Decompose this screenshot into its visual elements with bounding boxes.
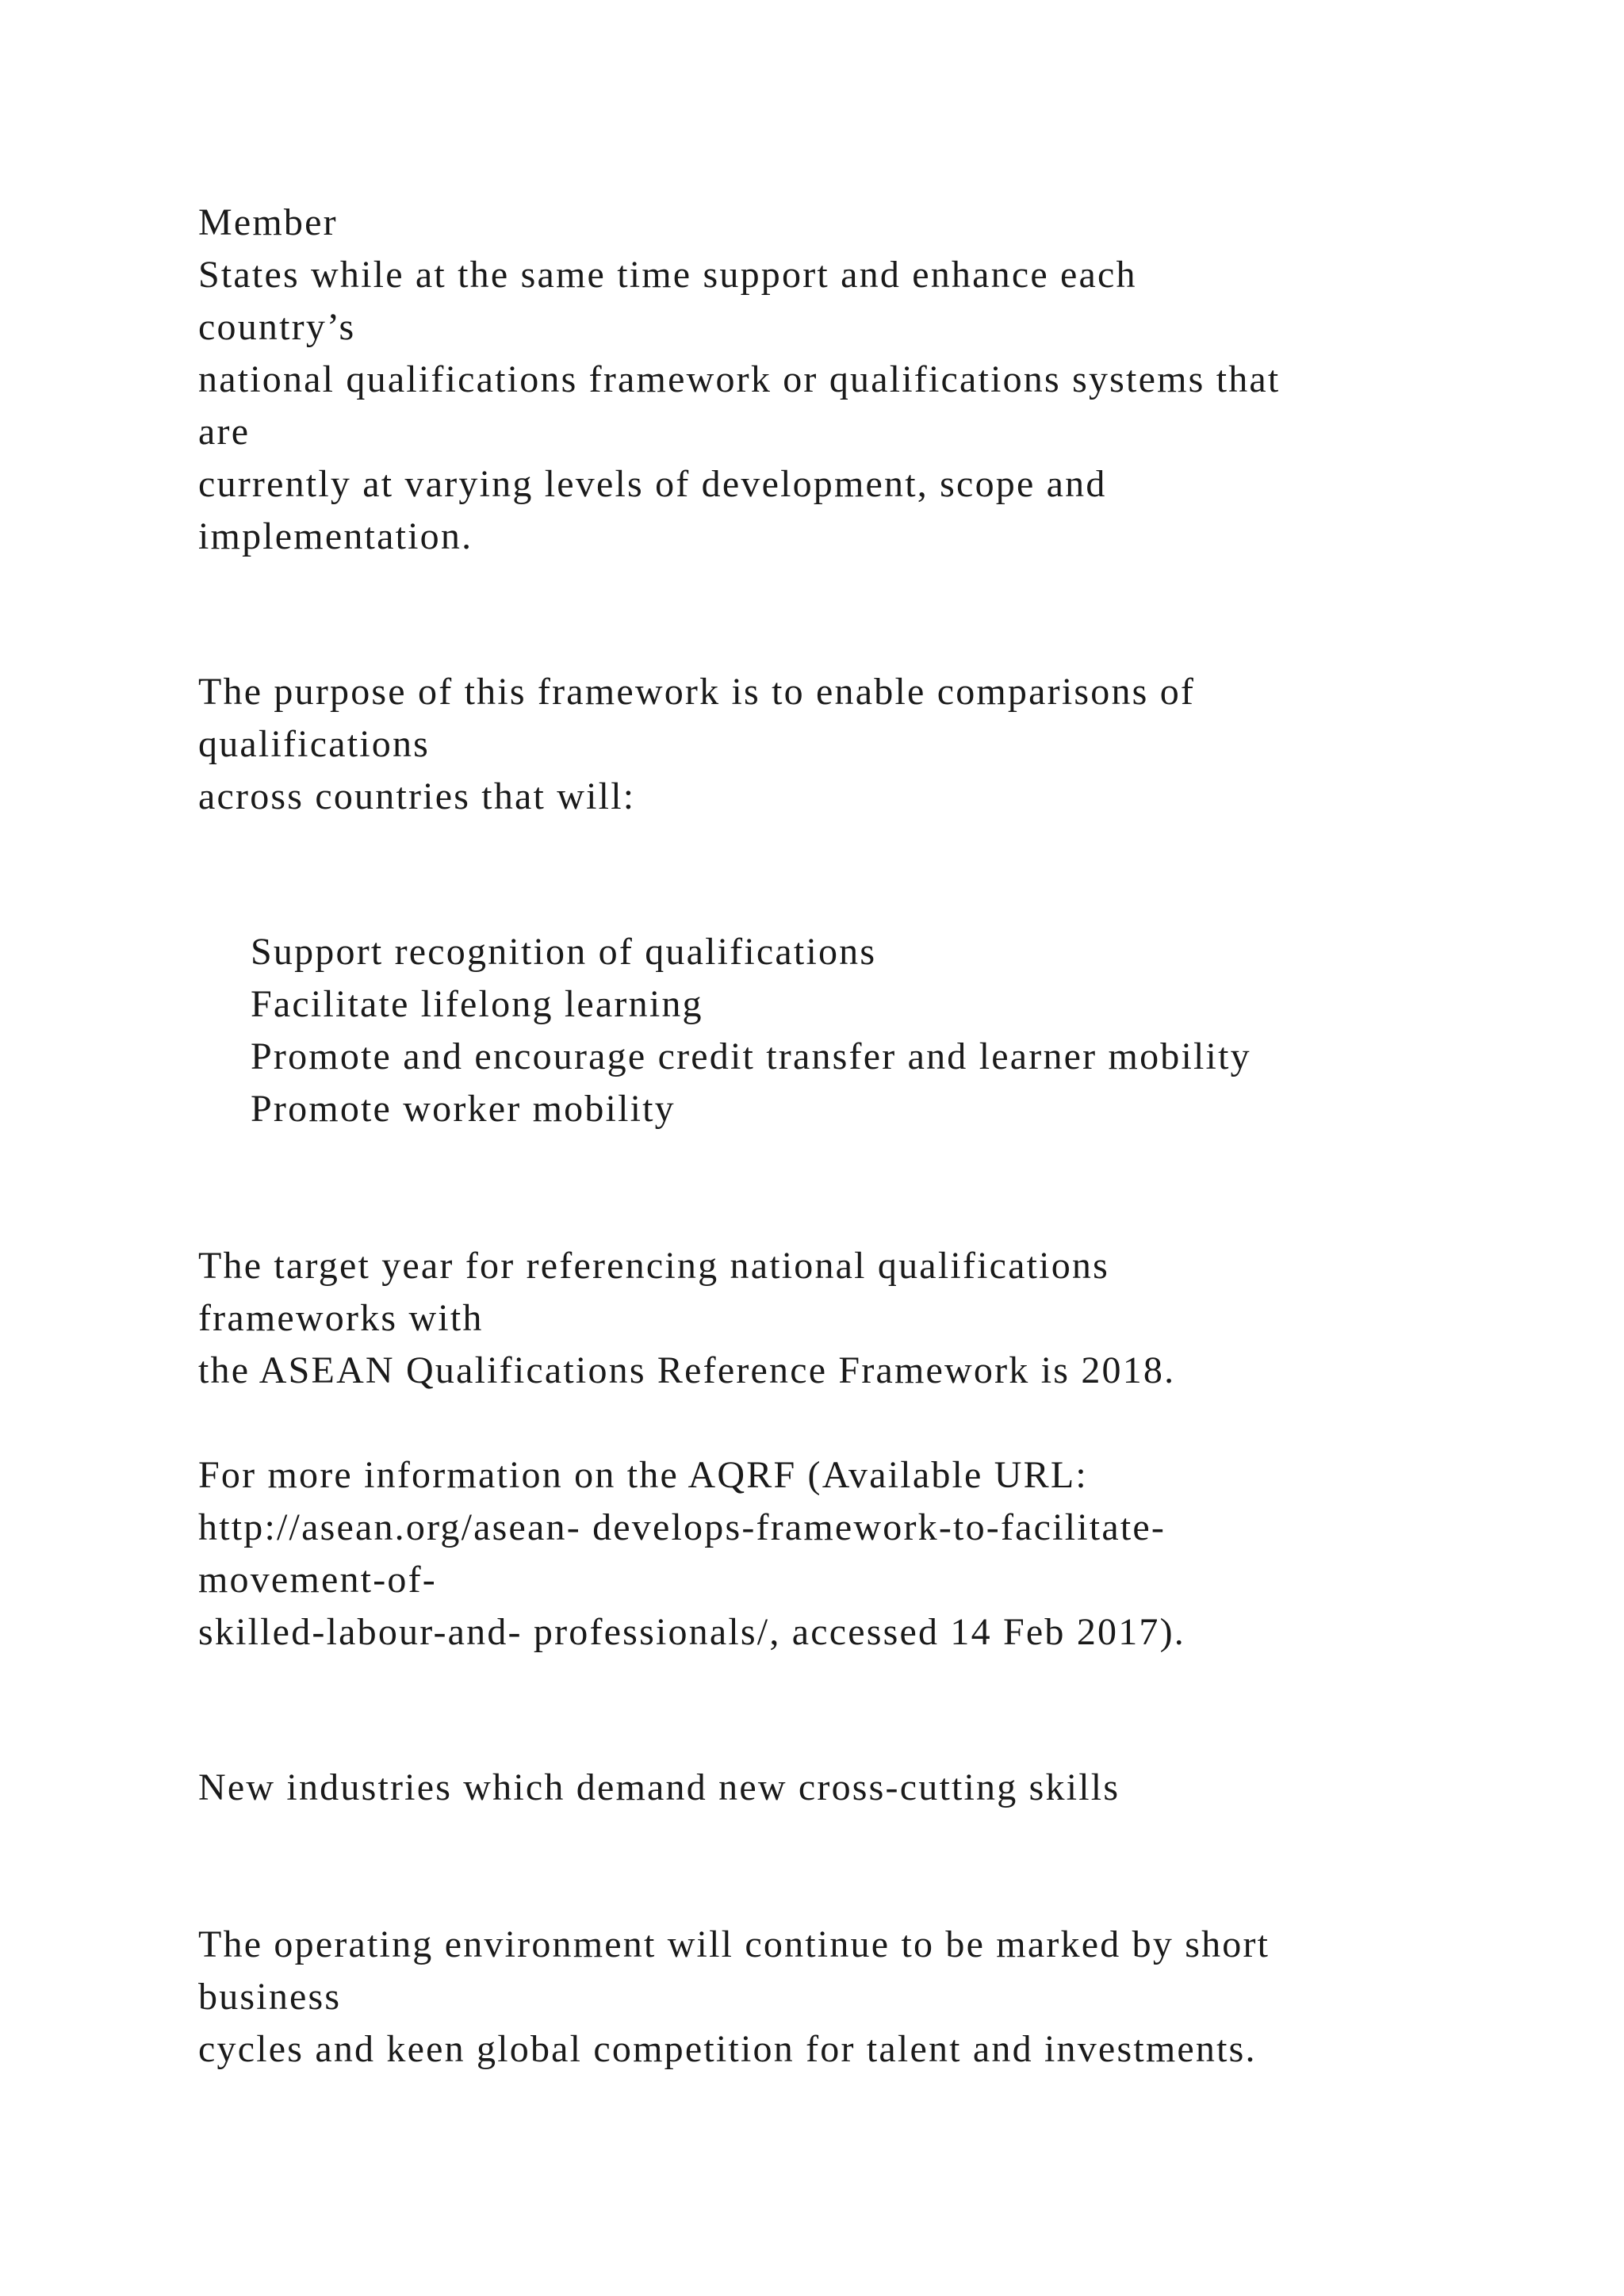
text-line: implementation. — [198, 515, 473, 557]
text-line: movement-of- — [198, 1559, 437, 1601]
purpose-list — [198, 926, 1546, 1135]
list-item: Promote and encourage credit transfer and learner mobility — [251, 1035, 1251, 1077]
list-item: Promote worker mobility — [251, 1088, 676, 1130]
text-line: frameworks with — [198, 1297, 484, 1339]
paragraph-member-states — [198, 197, 1546, 563]
text-line: Member — [198, 201, 338, 243]
text-line: country’s — [198, 306, 356, 348]
text-line: States while at the same time support and enhance each — [198, 254, 1137, 296]
text-line: New industries which demand new cross-cutting skills — [198, 1766, 1120, 1808]
text-line: The operating environment will continue to be marked by short — [198, 1923, 1270, 1965]
paragraph-operating-environment — [198, 1919, 1546, 2076]
list-item: Support recognition of qualifications — [251, 931, 877, 973]
paragraph-purpose — [198, 666, 1546, 823]
text-line: national qualifications framework or qualifications systems that — [198, 358, 1281, 400]
text-line: cycles and keen global competition for talent and investments. — [198, 2028, 1257, 2070]
text-line: business — [198, 1976, 342, 2018]
text-line: across countries that will: — [198, 775, 636, 817]
text-line: currently at varying levels of development, scope and — [198, 463, 1107, 505]
paragraph-new-industries — [198, 1762, 1546, 1814]
text-line: The purpose of this framework is to enable comparisons of — [198, 671, 1196, 713]
text-line: For more information on the AQRF (Available URL: — [198, 1454, 1088, 1496]
text-line: qualifications — [198, 723, 431, 765]
text-line: the ASEAN Qualifications Reference Framework is 2018. — [198, 1349, 1176, 1391]
text-line: skilled-labour-and- professionals/, accessed 14 Feb 2017). — [198, 1611, 1186, 1653]
paragraph-more-information — [198, 1449, 1546, 1659]
paragraph-target-year — [198, 1240, 1546, 1397]
text-line: The target year for referencing national qualifications — [198, 1245, 1109, 1287]
list-item: Facilitate lifelong learning — [251, 983, 703, 1025]
text-line: http://asean.org/asean- develops-framework-to-facilitate- — [198, 1506, 1166, 1548]
text-line: are — [198, 411, 251, 453]
